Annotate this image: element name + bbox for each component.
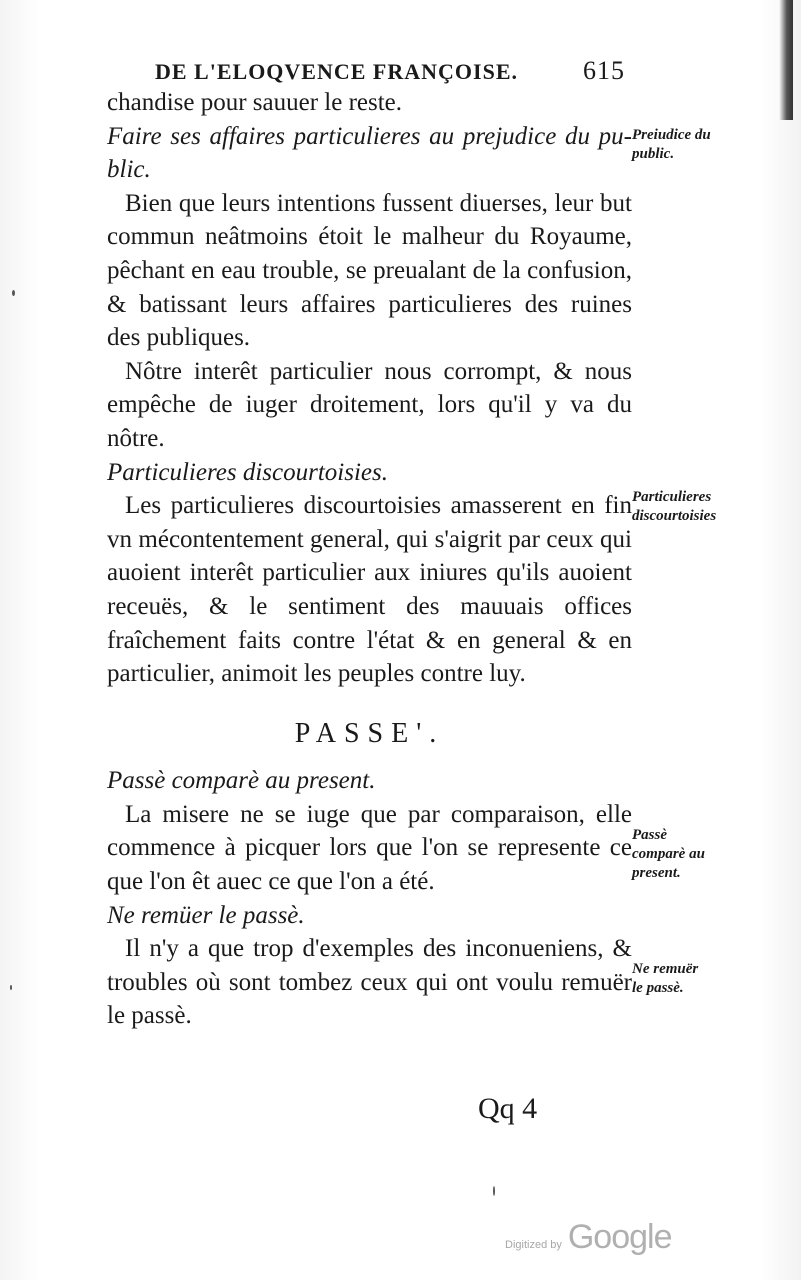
signature-mark: Qq 4 (478, 1092, 538, 1125)
subject-heading: Passè comparè au present. (107, 767, 376, 795)
subject-heading: Faire ses affaires particulieres au prejudice du pu-blic. (107, 122, 632, 184)
section-title: PASSE'. (294, 717, 445, 749)
continuation-line: chandise pour sauuer le reste. (107, 89, 403, 116)
margin-note: Passè comparè au present. (632, 827, 705, 881)
running-header (155, 56, 625, 86)
page-spine-shadow (779, 0, 793, 120)
page-body (107, 86, 632, 1033)
running-title: DE L'ELOQVENCE FRANÇOISE. (155, 59, 519, 84)
paragraph: Les particulieres discourtoisies amasserent en fin vn mécontentement general, qui s'aigrit par ceux qui auoient interêt particulier aux iniures qu'ils auoient receuës, & le sentiment des mauuais offices fraîchement faits contre l'état & en general & en particulier, animoit les peuples contre luy. (107, 492, 632, 688)
margin-note: Ne remuër le passè. (632, 961, 699, 996)
ink-speck (10, 985, 12, 990)
margin-note: Preiudice du public. (632, 127, 711, 162)
ink-speck (493, 1186, 495, 1196)
digitized-label: Digitized by (505, 1239, 562, 1251)
paragraph: Il n'y a que trop d'exemples des inconueniens, & troubles où sont tombez ceux qui ont voulu remuër le passè. (107, 935, 632, 1030)
paragraph: Nôtre interêt particulier nous corrompt, & nous empêche de iuger droitement, lors qu'il y va du nôtre. (107, 357, 632, 452)
paragraph: La misere ne se iuge que par comparaison, elle commence à picquer lors que l'on se represente ce que l'on êt auec ce que l'on a été. (107, 800, 632, 896)
subject-heading: Particulieres discourtoisies. (107, 458, 388, 486)
google-watermark (505, 1218, 672, 1257)
margin-note: Particulieres discourtoisies (632, 489, 717, 524)
ink-speck (12, 290, 15, 296)
paragraph: Bien que leurs intentions fussent diuerses, leur but commun neâtmoins étoit le malheur du Royaume, pêchant en eau trouble, se preualant de la confusion, & batissant leurs affaires particulieres des ruines des publiques. (107, 189, 632, 352)
subject-heading: Ne remüer le passè. (107, 901, 305, 929)
page-number: 615 (583, 56, 625, 85)
google-logo: Google (567, 1218, 672, 1256)
